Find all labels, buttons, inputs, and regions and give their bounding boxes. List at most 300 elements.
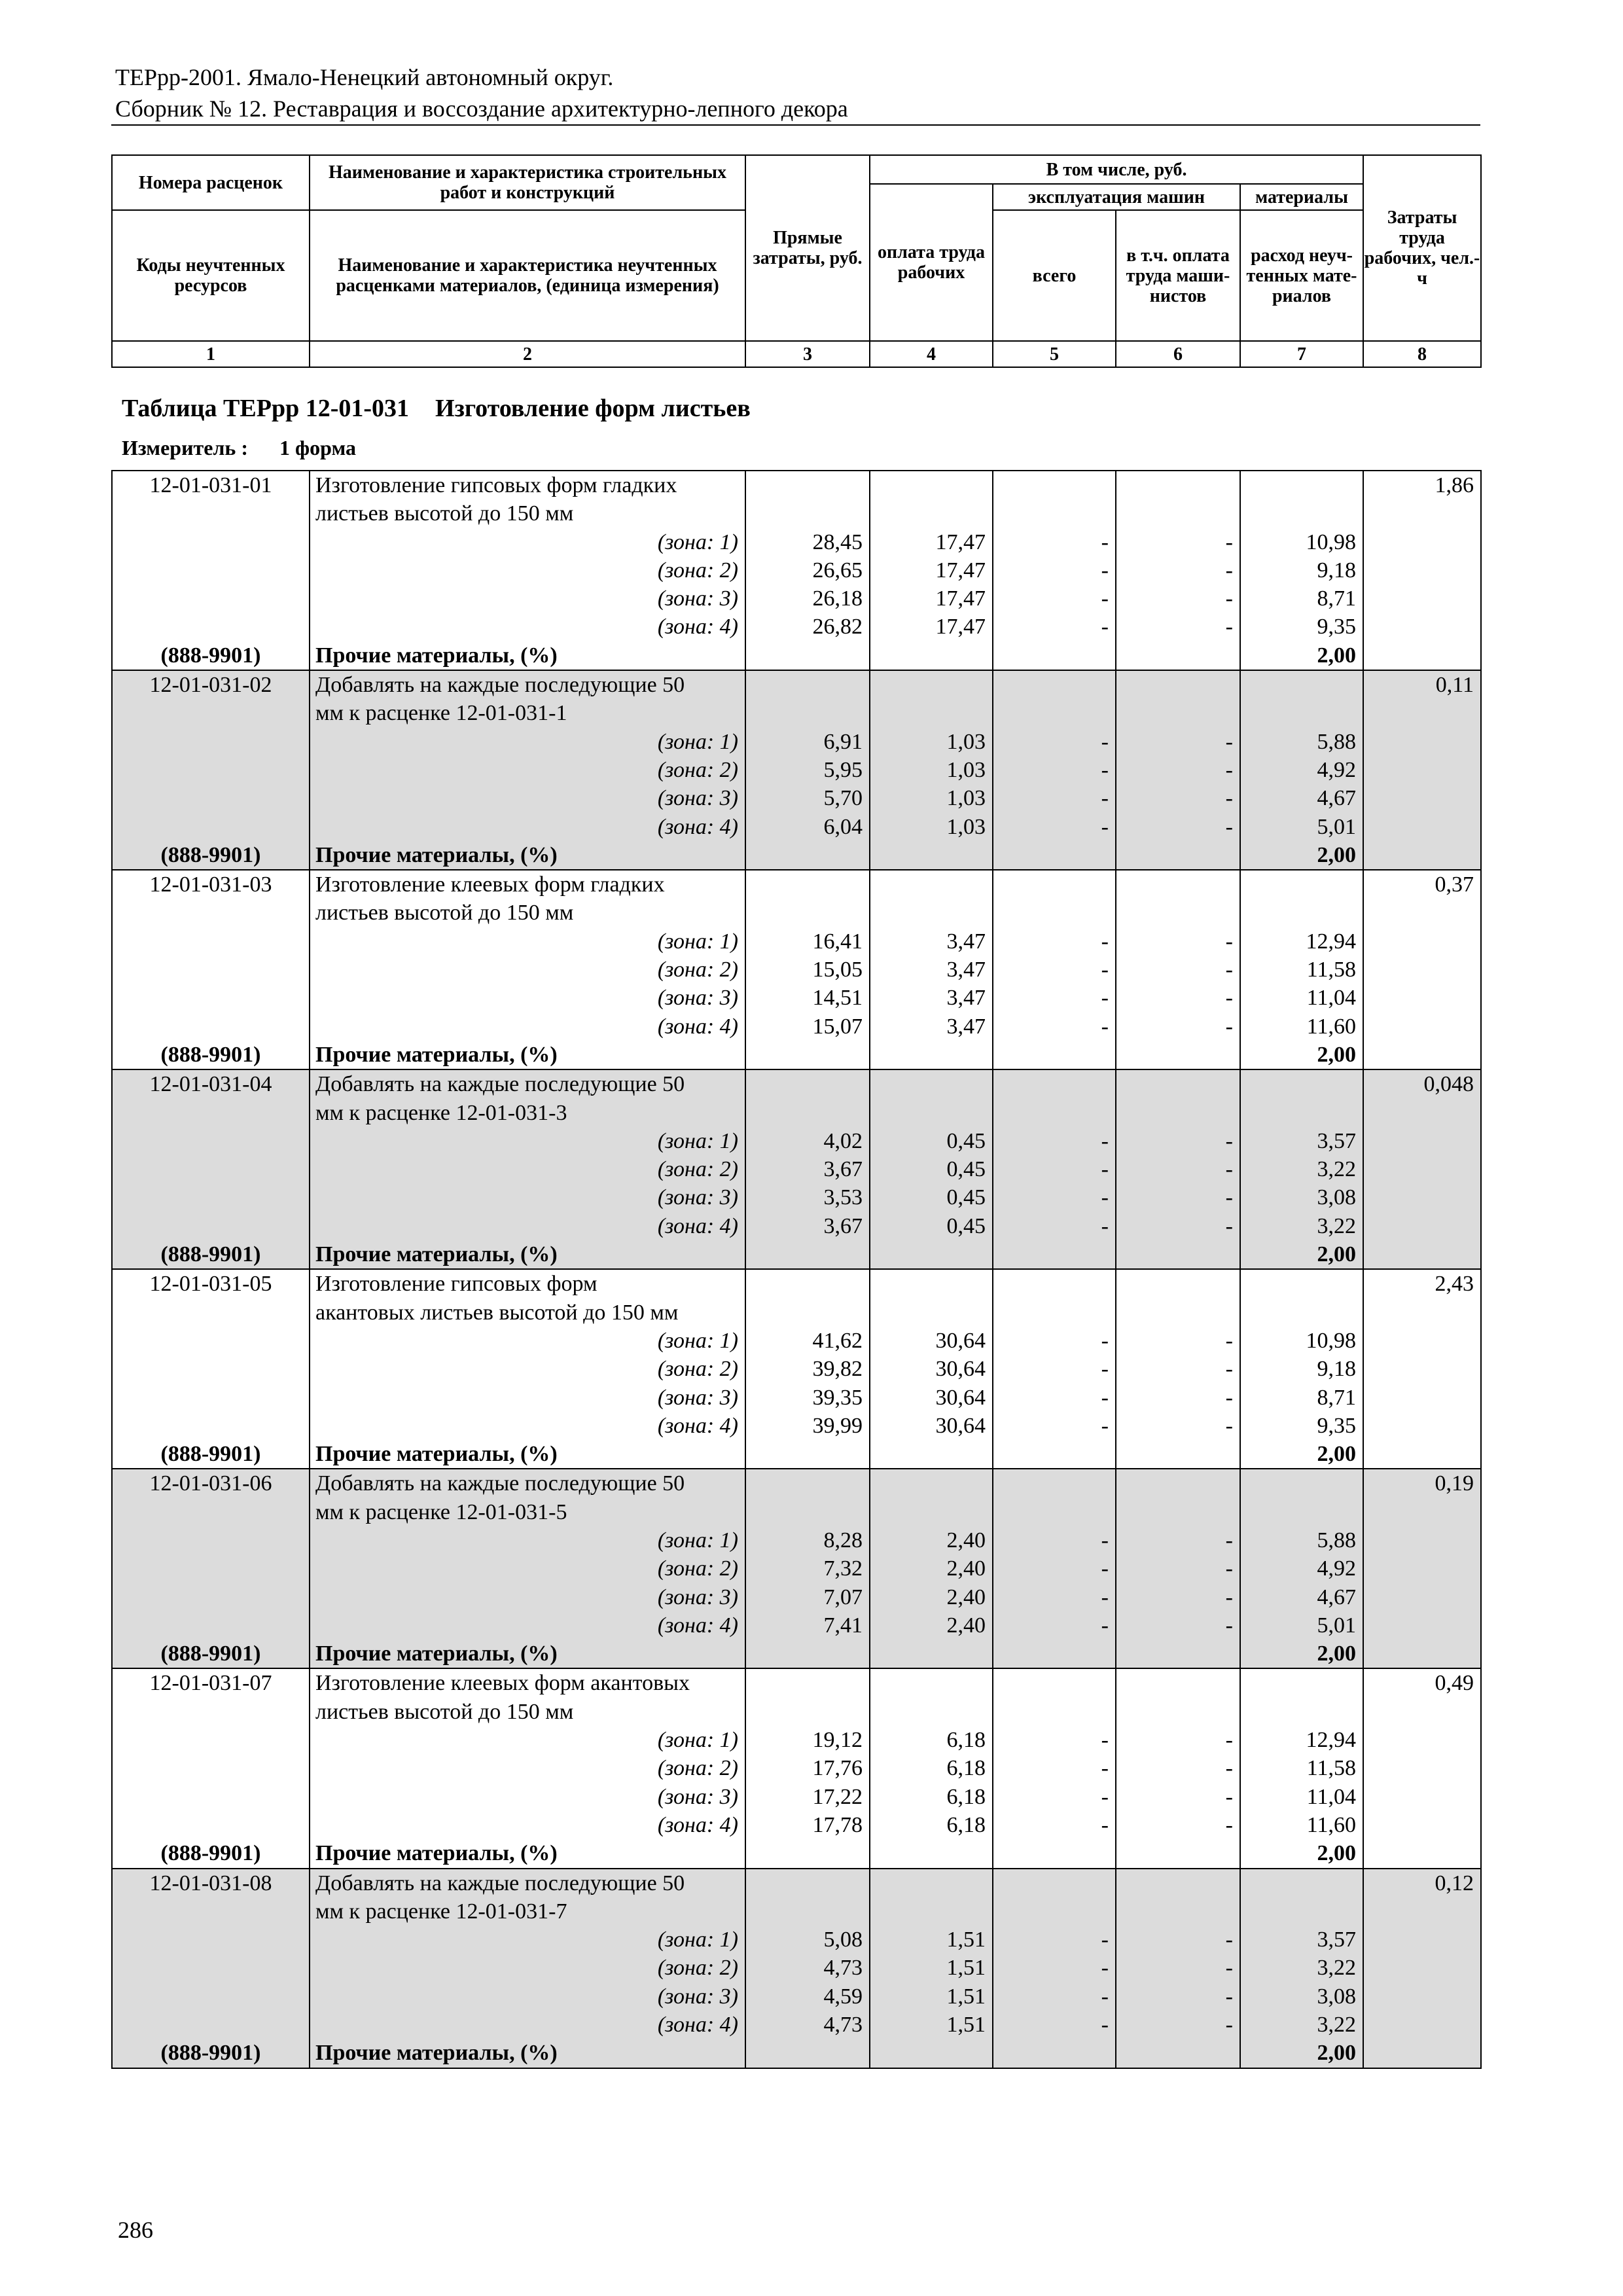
- wages-cost: 2,40: [870, 1554, 993, 1583]
- header-unaccounted-materials: расход неуч-тенных мате-риалов: [1240, 210, 1363, 341]
- machines-cost: -: [993, 927, 1116, 956]
- table-title: [122, 394, 751, 423]
- table-title-code: Таблица ТЕРрр 12-01-031: [122, 395, 410, 422]
- empty-cell: [112, 584, 310, 613]
- machines-cost: -: [993, 728, 1116, 756]
- direct-cost: 3,67: [745, 1212, 870, 1240]
- direct-cost: 5,08: [745, 1926, 870, 1954]
- empty-cell: [112, 1611, 310, 1640]
- empty-cell: [870, 471, 993, 499]
- resource-code: (888-9901): [112, 1640, 310, 1668]
- machines-cost: -: [993, 984, 1116, 1012]
- machinist-wages-cost: -: [1116, 1611, 1240, 1640]
- empty-cell: [993, 2039, 1116, 2068]
- empty-cell: [993, 1839, 1116, 1868]
- empty-cell: [993, 1469, 1116, 1498]
- wages-cost: 17,47: [870, 613, 993, 641]
- header-wages: оплата труда рабочих: [870, 184, 993, 341]
- rate-row: [112, 1069, 1481, 1098]
- empty-cell: [1363, 1384, 1481, 1412]
- empty-cell: [745, 870, 870, 899]
- resource-code: (888-9901): [112, 841, 310, 870]
- wages-cost: 0,45: [870, 1183, 993, 1211]
- empty-cell: [993, 1269, 1116, 1298]
- empty-cell: [1116, 641, 1240, 670]
- materials-cost: 11,58: [1240, 1754, 1363, 1782]
- empty-cell: [1116, 1869, 1240, 1897]
- empty-cell: [112, 556, 310, 584]
- wages-cost: 2,40: [870, 1611, 993, 1640]
- resource-name: Прочие материалы, (%): [310, 1440, 745, 1469]
- empty-cell: [745, 841, 870, 870]
- empty-cell: [1363, 1583, 1481, 1611]
- resource-name: Прочие материалы, (%): [310, 1240, 745, 1269]
- empty-cell: [112, 1212, 310, 1240]
- zone-label: (зона: 4): [310, 1412, 745, 1440]
- direct-cost: 26,18: [745, 584, 870, 613]
- machinist-wages-cost: -: [1116, 1982, 1240, 2011]
- direct-cost: 19,12: [745, 1726, 870, 1754]
- materials-cost: 3,22: [1240, 1954, 1363, 1982]
- empty-cell: [112, 1526, 310, 1554]
- resource-code: (888-9901): [112, 1839, 310, 1868]
- direct-cost: 26,65: [745, 556, 870, 584]
- empty-cell: [1116, 1469, 1240, 1498]
- direct-cost: 41,62: [745, 1327, 870, 1355]
- zone-label: (зона: 4): [310, 1611, 745, 1640]
- labor-cost: 0,19: [1363, 1469, 1481, 1498]
- machinist-wages-cost: -: [1116, 1327, 1240, 1355]
- machinist-wages-cost: -: [1116, 1583, 1240, 1611]
- zone-label: (зона: 2): [310, 1954, 745, 1982]
- empty-cell: [993, 870, 1116, 899]
- zone-row: [112, 728, 1481, 756]
- wages-cost: 3,47: [870, 984, 993, 1012]
- empty-cell: [1240, 1299, 1363, 1327]
- empty-cell: [1363, 1355, 1481, 1383]
- empty-cell: [745, 1698, 870, 1726]
- other-materials-row: [112, 841, 1481, 870]
- empty-cell: [1116, 1839, 1240, 1868]
- zone-row: [112, 927, 1481, 956]
- machines-cost: -: [993, 556, 1116, 584]
- materials-cost: 11,60: [1240, 1811, 1363, 1839]
- empty-cell: [1116, 899, 1240, 927]
- column-number: 4: [870, 341, 993, 367]
- empty-cell: [1240, 1269, 1363, 1298]
- empty-cell: [112, 1355, 310, 1383]
- column-number: 6: [1116, 341, 1240, 367]
- empty-cell: [1363, 728, 1481, 756]
- empty-cell: [870, 1041, 993, 1069]
- empty-cell: [1363, 1041, 1481, 1069]
- zone-row: [112, 784, 1481, 812]
- wages-cost: 2,40: [870, 1583, 993, 1611]
- empty-cell: [1116, 1698, 1240, 1726]
- empty-cell: [1363, 1099, 1481, 1127]
- zone-row: [112, 1611, 1481, 1640]
- empty-cell: [1240, 1498, 1363, 1526]
- machines-cost: -: [993, 784, 1116, 812]
- empty-cell: [870, 2039, 993, 2068]
- machines-cost: -: [993, 813, 1116, 841]
- rate-code: 12-01-031-08: [112, 1869, 310, 1897]
- direct-cost: 5,95: [745, 756, 870, 784]
- empty-cell: [993, 1440, 1116, 1469]
- rate-name-continued-row: [112, 899, 1481, 927]
- zone-label: (зона: 1): [310, 1127, 745, 1155]
- empty-cell: [112, 1583, 310, 1611]
- empty-cell: [870, 1839, 993, 1868]
- zone-label: (зона: 4): [310, 613, 745, 641]
- resource-code: (888-9901): [112, 1240, 310, 1269]
- machines-cost: -: [993, 1982, 1116, 2011]
- empty-cell: [112, 756, 310, 784]
- empty-cell: [1116, 1269, 1240, 1298]
- zone-label: (зона: 1): [310, 1926, 745, 1954]
- empty-cell: [745, 1668, 870, 1697]
- rate-code: 12-01-031-07: [112, 1668, 310, 1697]
- resource-name: Прочие материалы, (%): [310, 641, 745, 670]
- wages-cost: 17,47: [870, 528, 993, 556]
- empty-cell: [993, 699, 1116, 727]
- materials-cost: 3,22: [1240, 1155, 1363, 1183]
- machines-cost: -: [993, 1212, 1116, 1240]
- empty-cell: [993, 1668, 1116, 1697]
- machinist-wages-cost: -: [1116, 556, 1240, 584]
- direct-cost: 28,45: [745, 528, 870, 556]
- rate-name: листьев высотой до 150 мм: [310, 1698, 745, 1726]
- wages-cost: 0,45: [870, 1212, 993, 1240]
- empty-cell: [745, 1640, 870, 1668]
- header-work-name: Наименование и характеристика строительных работ и конструкций: [310, 155, 745, 210]
- header-machines-total: всего: [993, 210, 1116, 341]
- empty-cell: [112, 1754, 310, 1782]
- empty-cell: [1116, 1240, 1240, 1269]
- empty-cell: [870, 1240, 993, 1269]
- empty-cell: [1116, 1041, 1240, 1069]
- materials-cost: 5,88: [1240, 728, 1363, 756]
- empty-cell: [870, 1469, 993, 1498]
- machines-cost: -: [993, 1155, 1116, 1183]
- empty-cell: [112, 1897, 310, 1926]
- empty-cell: [993, 670, 1116, 699]
- empty-cell: [870, 1640, 993, 1668]
- zone-row: [112, 1412, 1481, 1440]
- empty-cell: [1116, 1299, 1240, 1327]
- wages-cost: 1,51: [870, 2011, 993, 2039]
- machines-cost: -: [993, 1327, 1116, 1355]
- empty-cell: [870, 1299, 993, 1327]
- zone-row: [112, 1726, 1481, 1754]
- column-header-table: [111, 154, 1482, 368]
- direct-cost: 39,99: [745, 1412, 870, 1440]
- wages-cost: 3,47: [870, 956, 993, 984]
- zone-label: (зона: 2): [310, 1155, 745, 1183]
- empty-cell: [1363, 1611, 1481, 1640]
- empty-cell: [993, 499, 1116, 528]
- wages-cost: 30,64: [870, 1355, 993, 1383]
- resource-value: 2,00: [1240, 2039, 1363, 2068]
- empty-cell: [870, 1069, 993, 1098]
- empty-cell: [1363, 584, 1481, 613]
- machines-cost: -: [993, 1013, 1116, 1041]
- zone-row: [112, 1384, 1481, 1412]
- empty-cell: [1240, 1469, 1363, 1498]
- zone-label: (зона: 3): [310, 1783, 745, 1811]
- empty-cell: [112, 699, 310, 727]
- empty-cell: [112, 1099, 310, 1127]
- empty-cell: [745, 471, 870, 499]
- machines-cost: -: [993, 584, 1116, 613]
- empty-cell: [1363, 1839, 1481, 1868]
- empty-cell: [1363, 1013, 1481, 1041]
- direct-cost: 7,41: [745, 1611, 870, 1640]
- resource-name: Прочие материалы, (%): [310, 1640, 745, 1668]
- direct-cost: 17,78: [745, 1811, 870, 1839]
- column-number: 7: [1240, 341, 1363, 367]
- direct-cost: 26,82: [745, 613, 870, 641]
- rate-name: мм к расценке 12-01-031-3: [310, 1099, 745, 1127]
- zone-label: (зона: 1): [310, 728, 745, 756]
- empty-cell: [112, 1554, 310, 1583]
- zone-label: (зона: 3): [310, 984, 745, 1012]
- empty-cell: [870, 1498, 993, 1526]
- rate-name: Изготовление гипсовых форм: [310, 1269, 745, 1298]
- empty-cell: [112, 1811, 310, 1839]
- materials-cost: 10,98: [1240, 528, 1363, 556]
- zone-label: (зона: 1): [310, 1726, 745, 1754]
- table-title-name: Изготовление форм листьев: [435, 395, 751, 422]
- empty-cell: [993, 1498, 1116, 1526]
- rate-row: [112, 1869, 1481, 1897]
- empty-cell: [1116, 870, 1240, 899]
- empty-cell: [1363, 1783, 1481, 1811]
- empty-cell: [1116, 1440, 1240, 1469]
- empty-cell: [112, 2011, 310, 2039]
- header-including: В том числе, руб.: [870, 155, 1363, 184]
- zone-label: (зона: 4): [310, 1811, 745, 1839]
- direct-cost: 4,73: [745, 1954, 870, 1982]
- materials-cost: 10,98: [1240, 1327, 1363, 1355]
- rate-name: Изготовление гипсовых форм гладких: [310, 471, 745, 499]
- materials-cost: 4,67: [1240, 1583, 1363, 1611]
- machinist-wages-cost: -: [1116, 528, 1240, 556]
- empty-cell: [745, 2039, 870, 2068]
- machines-cost: -: [993, 956, 1116, 984]
- zone-label: (зона: 3): [310, 584, 745, 613]
- empty-cell: [112, 1783, 310, 1811]
- direct-cost: 14,51: [745, 984, 870, 1012]
- machinist-wages-cost: -: [1116, 1811, 1240, 1839]
- rate-name: Добавлять на каждые последующие 50: [310, 670, 745, 699]
- empty-cell: [993, 1897, 1116, 1926]
- resource-code: (888-9901): [112, 2039, 310, 2068]
- empty-cell: [112, 499, 310, 528]
- empty-cell: [1363, 1754, 1481, 1782]
- resource-value: 2,00: [1240, 1041, 1363, 1069]
- empty-cell: [112, 728, 310, 756]
- other-materials-row: [112, 2039, 1481, 2068]
- zone-label: (зона: 1): [310, 528, 745, 556]
- zone-label: (зона: 2): [310, 756, 745, 784]
- empty-cell: [870, 1897, 993, 1926]
- resource-value: 2,00: [1240, 841, 1363, 870]
- empty-cell: [1116, 1099, 1240, 1127]
- rate-name-continued-row: [112, 1099, 1481, 1127]
- empty-cell: [1363, 1811, 1481, 1839]
- empty-cell: [1363, 1640, 1481, 1668]
- wages-cost: 1,51: [870, 1982, 993, 2011]
- materials-cost: 9,18: [1240, 556, 1363, 584]
- direct-cost: 3,67: [745, 1155, 870, 1183]
- empty-cell: [1116, 1069, 1240, 1098]
- direct-cost: 15,05: [745, 956, 870, 984]
- empty-cell: [870, 699, 993, 727]
- direct-cost: 6,04: [745, 813, 870, 841]
- empty-cell: [870, 1440, 993, 1469]
- wages-cost: 3,47: [870, 927, 993, 956]
- wages-cost: 17,47: [870, 584, 993, 613]
- empty-cell: [1116, 670, 1240, 699]
- direct-cost: 4,02: [745, 1127, 870, 1155]
- zone-row: [112, 1327, 1481, 1355]
- machines-cost: -: [993, 1754, 1116, 1782]
- machines-cost: -: [993, 1954, 1116, 1982]
- direct-cost: 7,07: [745, 1583, 870, 1611]
- wages-cost: 1,51: [870, 1954, 993, 1982]
- zone-row: [112, 756, 1481, 784]
- rate-name-continued-row: [112, 1498, 1481, 1526]
- empty-cell: [870, 1269, 993, 1298]
- rate-name-continued-row: [112, 1897, 1481, 1926]
- direct-cost: 39,35: [745, 1384, 870, 1412]
- zone-row: [112, 2011, 1481, 2039]
- machinist-wages-cost: -: [1116, 613, 1240, 641]
- materials-cost: 12,94: [1240, 1726, 1363, 1754]
- machines-cost: -: [993, 1583, 1116, 1611]
- materials-cost: 11,04: [1240, 1783, 1363, 1811]
- zone-label: (зона: 3): [310, 1982, 745, 2011]
- zone-label: (зона: 1): [310, 927, 745, 956]
- materials-cost: 11,04: [1240, 984, 1363, 1012]
- materials-cost: 8,71: [1240, 1384, 1363, 1412]
- machinist-wages-cost: -: [1116, 813, 1240, 841]
- empty-cell: [745, 499, 870, 528]
- empty-cell: [1116, 499, 1240, 528]
- other-materials-row: [112, 1839, 1481, 1868]
- zone-label: (зона: 2): [310, 956, 745, 984]
- empty-cell: [745, 1099, 870, 1127]
- machinist-wages-cost: -: [1116, 1526, 1240, 1554]
- zone-row: [112, 813, 1481, 841]
- materials-cost: 3,22: [1240, 1212, 1363, 1240]
- rate-name: Добавлять на каждые последующие 50: [310, 1469, 745, 1498]
- wages-cost: 2,40: [870, 1526, 993, 1554]
- wages-cost: 1,51: [870, 1926, 993, 1954]
- rate-name: мм к расценке 12-01-031-7: [310, 1897, 745, 1926]
- zone-row: [112, 556, 1481, 584]
- machines-cost: -: [993, 613, 1116, 641]
- empty-cell: [1116, 699, 1240, 727]
- machinist-wages-cost: -: [1116, 1726, 1240, 1754]
- empty-cell: [745, 899, 870, 927]
- empty-cell: [745, 1069, 870, 1098]
- empty-cell: [1363, 1327, 1481, 1355]
- rate-name: Добавлять на каждые последующие 50: [310, 1069, 745, 1098]
- zone-label: (зона: 4): [310, 1013, 745, 1041]
- zone-row: [112, 1554, 1481, 1583]
- rate-row: [112, 870, 1481, 899]
- empty-cell: [1363, 927, 1481, 956]
- zone-row: [112, 1183, 1481, 1211]
- materials-cost: 3,57: [1240, 1127, 1363, 1155]
- header-material-name: Наименование и характеристика неучтенных расценками материалов, (единица измерения): [310, 210, 745, 341]
- machinist-wages-cost: -: [1116, 1384, 1240, 1412]
- empty-cell: [1363, 1554, 1481, 1583]
- rate-code: 12-01-031-05: [112, 1269, 310, 1298]
- other-materials-row: [112, 1041, 1481, 1069]
- machinist-wages-cost: -: [1116, 1554, 1240, 1583]
- machinist-wages-cost: -: [1116, 1013, 1240, 1041]
- empty-cell: [870, 899, 993, 927]
- rate-row: [112, 1469, 1481, 1498]
- zone-row: [112, 584, 1481, 613]
- empty-cell: [1116, 2039, 1240, 2068]
- wages-cost: 30,64: [870, 1327, 993, 1355]
- machines-cost: -: [993, 1726, 1116, 1754]
- empty-cell: [745, 1469, 870, 1498]
- empty-cell: [745, 641, 870, 670]
- direct-cost: 7,32: [745, 1554, 870, 1583]
- empty-cell: [1116, 1668, 1240, 1697]
- machinist-wages-cost: -: [1116, 1754, 1240, 1782]
- header-rate-numbers: Номера расценок: [112, 155, 310, 210]
- zone-label: (зона: 3): [310, 1183, 745, 1211]
- wages-cost: 6,18: [870, 1783, 993, 1811]
- other-materials-row: [112, 641, 1481, 670]
- empty-cell: [745, 1897, 870, 1926]
- labor-cost: 0,048: [1363, 1069, 1481, 1098]
- empty-cell: [1363, 1526, 1481, 1554]
- zone-label: (зона: 1): [310, 1327, 745, 1355]
- empty-cell: [745, 1498, 870, 1526]
- rate-name-continued-row: [112, 499, 1481, 528]
- empty-cell: [1240, 699, 1363, 727]
- materials-cost: 5,01: [1240, 813, 1363, 841]
- labor-cost: 0,11: [1363, 670, 1481, 699]
- zone-row: [112, 1155, 1481, 1183]
- rate-name: листьев высотой до 150 мм: [310, 899, 745, 927]
- column-number: 8: [1363, 341, 1481, 367]
- zone-row: [112, 1982, 1481, 2011]
- empty-cell: [1116, 1640, 1240, 1668]
- machinist-wages-cost: -: [1116, 927, 1240, 956]
- zone-row: [112, 1811, 1481, 1839]
- empty-cell: [1363, 1155, 1481, 1183]
- empty-cell: [1240, 499, 1363, 528]
- materials-cost: 3,22: [1240, 2011, 1363, 2039]
- resource-value: 2,00: [1240, 1839, 1363, 1868]
- empty-cell: [1116, 841, 1240, 870]
- resource-value: 2,00: [1240, 1240, 1363, 1269]
- materials-cost: 11,60: [1240, 1013, 1363, 1041]
- empty-cell: [112, 899, 310, 927]
- page-number: 286: [118, 2217, 153, 2243]
- empty-cell: [1363, 813, 1481, 841]
- zone-label: (зона: 2): [310, 1355, 745, 1383]
- rate-name: мм к расценке 12-01-031-1: [310, 699, 745, 727]
